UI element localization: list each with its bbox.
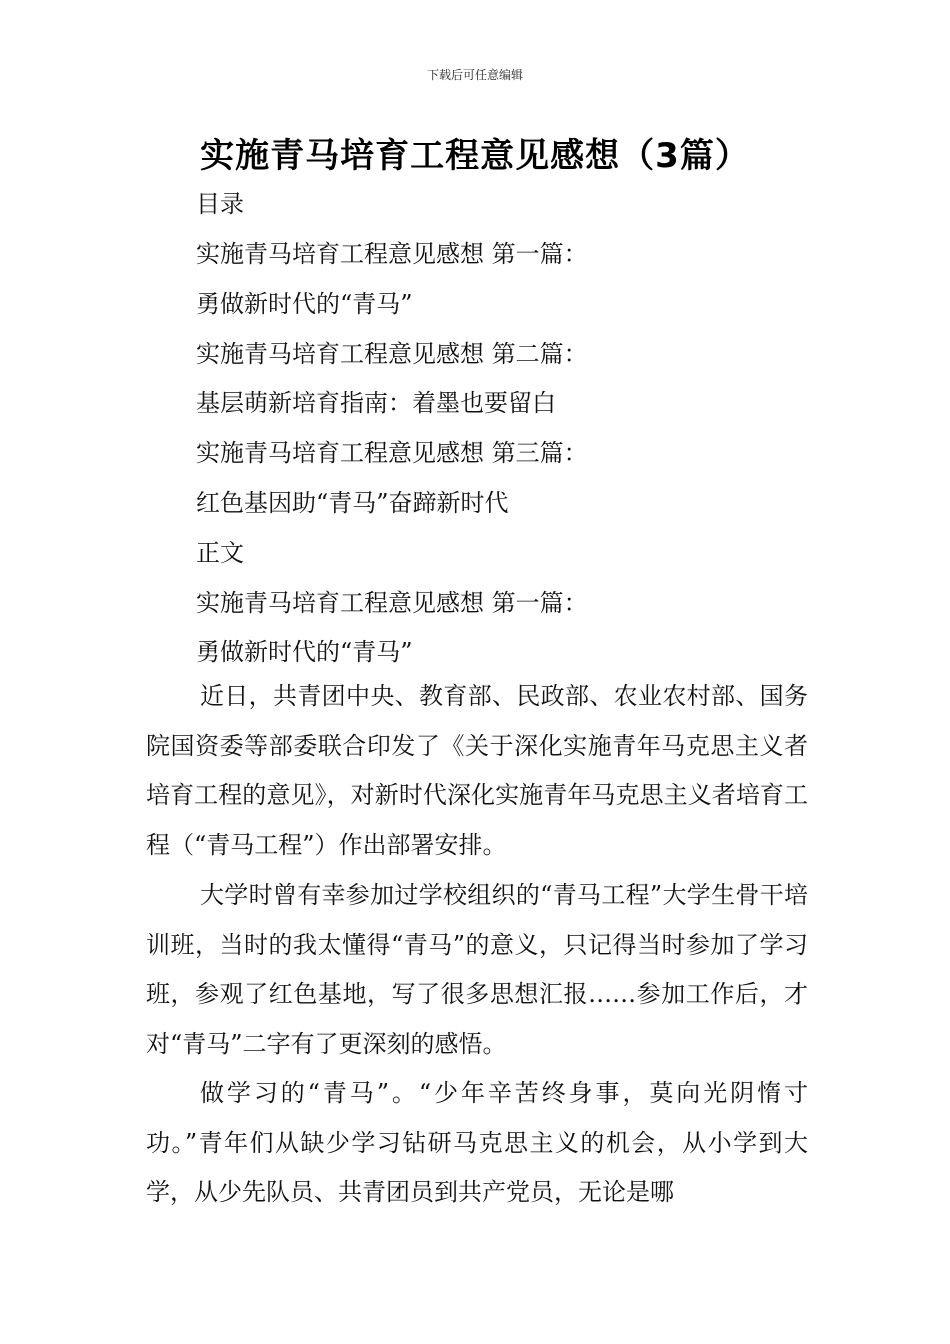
header-note: 下载后可任意编辑 [426, 68, 523, 82]
toc-item: 实施青马培育工程意见感想 第一篇： [196, 240, 588, 268]
body-paragraph: 近日，共青团中央、教育部、民政部、农业农村部、国务院国资委等部委联合印发了《关于深化实施青年马克思主义者培育工程的意见》，对新时代深化实施青年马克思主义者培育工程（“青马工程”）作出部署安排。 [146, 682, 808, 859]
body-paragraph: 做学习的“青马”。“少年辛苦终身事，莫向光阴惰寸功。”青年们从缺少学习钻研马克思主义的机会，从小学到大学，从少先队员、共青团员到共产党员，无论是哪 [146, 1079, 808, 1207]
toc-item: 实施青马培育工程意见感想 第三篇： [196, 439, 588, 467]
section-title: 勇做新时代的“青马” [196, 638, 413, 666]
toc-heading: 目录 [196, 190, 244, 218]
toc-item: 勇做新时代的“青马” [196, 290, 413, 318]
toc-item: 实施青马培育工程意见感想 第二篇： [196, 340, 588, 368]
document-title: 实施青马培育工程意见感想（3篇） [200, 136, 750, 176]
section-label: 实施青马培育工程意见感想 第一篇： [196, 589, 588, 617]
body-paragraph: 大学时曾有幸参加过学校组织的“青马工程”大学生骨干培训班，当时的我太懂得“青马”的意义，只记得当时参加了学习班，参观了红色基地，写了很多思想汇报……参加工作后，才对“青马”二字有了更深刻的感悟。 [146, 881, 808, 1058]
toc-item: 基层萌新培育指南：着墨也要留白 [196, 389, 556, 417]
toc-item: 红色基因助“青马”奋蹄新时代 [196, 489, 509, 517]
body-heading: 正文 [196, 539, 244, 567]
